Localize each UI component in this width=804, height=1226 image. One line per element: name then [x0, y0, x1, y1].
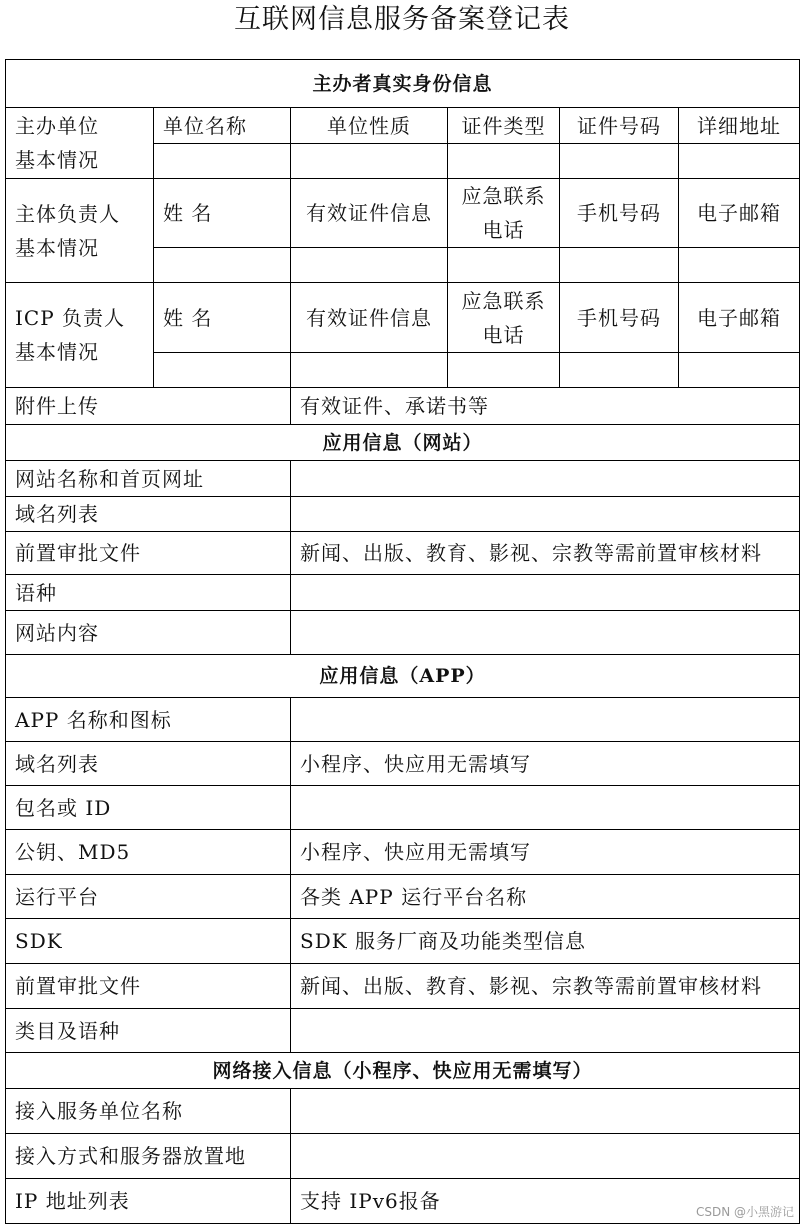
- col-header-name: 姓 名: [153, 282, 291, 353]
- row-label-sdk: SDK: [5, 918, 291, 964]
- field-access-org[interactable]: [290, 1088, 800, 1134]
- watermark: CSDN @小黑游记: [695, 1205, 794, 1219]
- field-domain[interactable]: [290, 496, 800, 532]
- col-header-valid-cert: 有效证件信息: [290, 178, 448, 248]
- field-subject-emergency[interactable]: [447, 247, 560, 283]
- row-label-site-name: 网站名称和首页网址: [5, 460, 291, 497]
- field-icp-mobile[interactable]: [559, 352, 679, 388]
- section-header-website: 应用信息（网站）: [5, 424, 800, 461]
- row-label-ip: IP 地址列表: [5, 1178, 291, 1224]
- section-header-network: 网络接入信息（小程序、快应用无需填写）: [5, 1052, 800, 1089]
- col-header-email: 电子邮箱: [678, 178, 800, 248]
- col-header-mobile: 手机号码: [559, 178, 679, 248]
- field-address[interactable]: [678, 143, 800, 179]
- registration-table: [5, 59, 800, 1225]
- field-subject-cert[interactable]: [290, 247, 448, 283]
- field-subject-name[interactable]: [153, 247, 291, 283]
- row-label-site-content: 网站内容: [5, 610, 291, 655]
- row-label-app-pre-approval: 前置审批文件: [5, 963, 291, 1009]
- field-org-nature[interactable]: [290, 143, 448, 179]
- field-cert-no[interactable]: [559, 143, 679, 179]
- row-label-category: 类目及语种: [5, 1008, 291, 1053]
- field-site-content[interactable]: [290, 610, 800, 655]
- col-header-org-name: 单位名称: [153, 107, 291, 144]
- value-attach: 有效证件、承诺书等: [290, 387, 800, 425]
- field-site-name[interactable]: [290, 460, 800, 497]
- value-platform: 各类 APP 运行平台名称: [290, 874, 800, 919]
- field-icp-email[interactable]: [678, 352, 800, 388]
- field-category[interactable]: [290, 1008, 800, 1053]
- row-label-icp-basic: ICP 负责人 基本情况: [5, 282, 154, 388]
- col-header-email: 电子邮箱: [678, 282, 800, 353]
- field-subject-mobile[interactable]: [559, 247, 679, 283]
- field-cert-type[interactable]: [447, 143, 560, 179]
- col-header-valid-cert: 有效证件信息: [290, 282, 448, 353]
- row-label-platform: 运行平台: [5, 874, 291, 919]
- col-header-org-nature: 单位性质: [290, 107, 448, 144]
- value-app-domain: 小程序、快应用无需填写: [290, 741, 800, 786]
- field-org-name[interactable]: [153, 143, 291, 179]
- row-label-app-name: APP 名称和图标: [5, 697, 291, 742]
- field-icp-cert[interactable]: [290, 352, 448, 388]
- value-app-pre-approval: 新闻、出版、教育、影视、宗教等需前置审核材料: [290, 963, 800, 1009]
- field-package[interactable]: [290, 785, 800, 830]
- row-label-language: 语种: [5, 574, 291, 611]
- col-header-mobile: 手机号码: [559, 282, 679, 353]
- field-language[interactable]: [290, 574, 800, 611]
- field-subject-email[interactable]: [678, 247, 800, 283]
- field-access-mode[interactable]: [290, 1133, 800, 1179]
- row-label-public-key: 公钥、MD5: [5, 829, 291, 875]
- row-label-access-mode: 接入方式和服务器放置地: [5, 1133, 291, 1179]
- value-public-key: 小程序、快应用无需填写: [290, 829, 800, 875]
- field-icp-name[interactable]: [153, 352, 291, 388]
- col-header-cert-no: 证件号码: [559, 107, 679, 144]
- col-header-emergency: 应急联系 电话: [447, 282, 560, 353]
- section-header-app: 应用信息（APP）: [5, 654, 800, 698]
- row-label-attach: 附件上传: [5, 387, 291, 425]
- row-label-domain: 域名列表: [5, 496, 291, 532]
- value-pre-approval: 新闻、出版、教育、影视、宗教等需前置审核材料: [290, 531, 800, 575]
- row-label-package: 包名或 ID: [5, 785, 291, 830]
- value-sdk: SDK 服务厂商及功能类型信息: [290, 918, 800, 964]
- col-header-name: 姓 名: [153, 178, 291, 248]
- section-header-identity: 主办者真实身份信息: [5, 59, 800, 108]
- row-label-pre-approval: 前置审批文件: [5, 531, 291, 575]
- field-icp-emergency[interactable]: [447, 352, 560, 388]
- row-label-access-org: 接入服务单位名称: [5, 1088, 291, 1134]
- row-label-org-basic: 主办单位 基本情况: [5, 107, 154, 179]
- value-ip: 支持 IPv6报备: [290, 1178, 800, 1224]
- row-label-subject-basic: 主体负责人 基本情况: [5, 178, 154, 283]
- col-header-cert-type: 证件类型: [447, 107, 560, 144]
- col-header-emergency: 应急联系 电话: [447, 178, 560, 248]
- col-header-address: 详细地址: [678, 107, 800, 144]
- page-title: 互联网信息服务备案登记表: [234, 4, 570, 35]
- field-app-name[interactable]: [290, 697, 800, 742]
- row-label-app-domain: 域名列表: [5, 741, 291, 786]
